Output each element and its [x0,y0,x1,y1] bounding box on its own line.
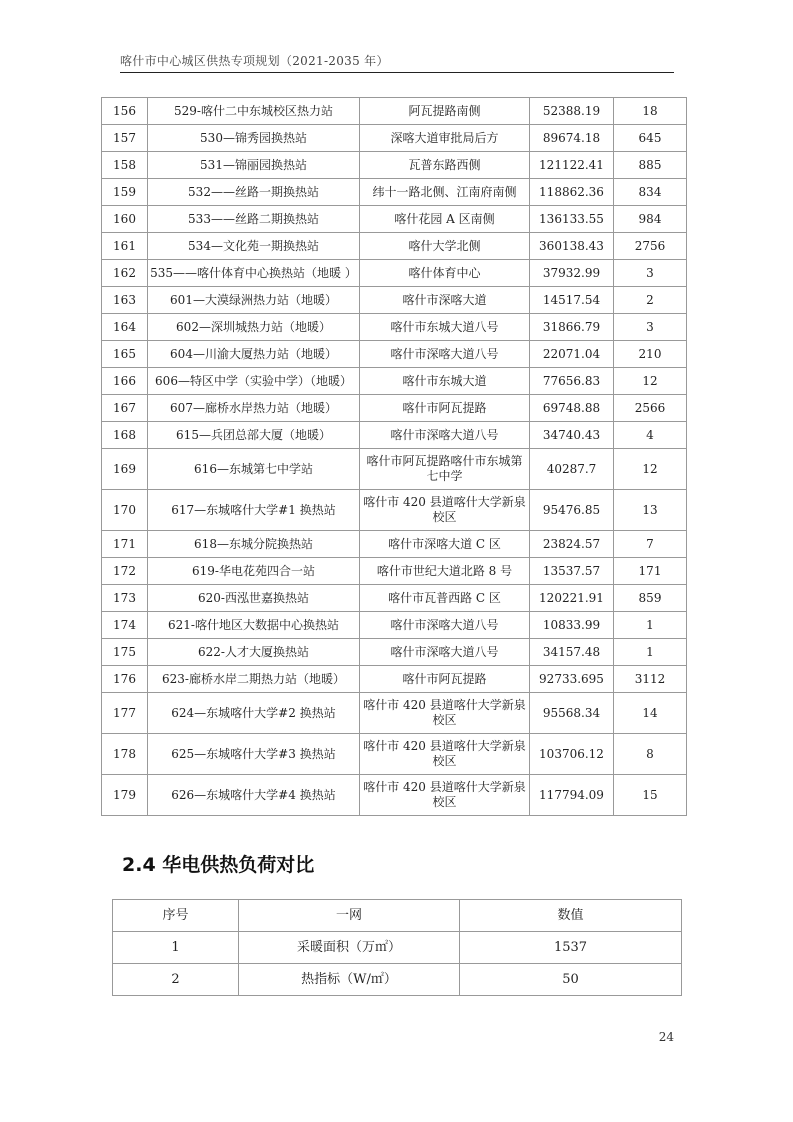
table-row [113,964,682,996]
station-name: 533——丝路二期换热站 [148,206,360,233]
user-count: 18 [614,98,687,125]
station-location: 喀什市深喀大道 C 区 [360,531,530,558]
station-name: 529-喀什二中东城校区热力站 [148,98,360,125]
row-no: 174 [102,612,148,639]
heating-area: 10833.99 [530,612,614,639]
heating-area: 34740.43 [530,422,614,449]
row-no: 157 [102,125,148,152]
table-row [102,639,687,666]
station-name: 602—深圳城热力站（地暖） [148,314,360,341]
heating-area: 37932.99 [530,260,614,287]
station-location: 瓦普东路西侧 [360,152,530,179]
row-no: 167 [102,395,148,422]
column-header-no: 序号 [113,900,239,932]
heating-area: 103706.12 [530,734,614,775]
row-no: 179 [102,775,148,816]
user-count: 3112 [614,666,687,693]
table-row [102,490,687,531]
station-name: 624—东城喀什大学#2 换热站 [148,693,360,734]
user-count: 171 [614,558,687,585]
user-count: 14 [614,693,687,734]
row-no: 165 [102,341,148,368]
heating-area: 23824.57 [530,531,614,558]
station-location: 喀什市世纪大道北路 8 号 [360,558,530,585]
heating-area: 136133.55 [530,206,614,233]
row-no: 156 [102,98,148,125]
station-location: 纬十一路北侧、江南府南侧 [360,179,530,206]
row-no: 175 [102,639,148,666]
heating-area: 95568.34 [530,693,614,734]
station-location: 喀什市 420 县道喀什大学新泉校区 [360,693,530,734]
user-count: 3 [614,314,687,341]
row-no: 176 [102,666,148,693]
station-name: 604—川渝大厦热力站（地暖） [148,341,360,368]
station-location: 喀什市深喀大道八号 [360,639,530,666]
table-header-row [113,900,682,932]
user-count: 984 [614,206,687,233]
user-count: 2756 [614,233,687,260]
user-count: 3 [614,260,687,287]
heating-area: 117794.09 [530,775,614,816]
station-location: 喀什市瓦普西路 C 区 [360,585,530,612]
user-count: 859 [614,585,687,612]
table-row [102,314,687,341]
station-name: 607—廊桥水岸热力站（地暖） [148,395,360,422]
heating-area: 121122.41 [530,152,614,179]
table-row [102,666,687,693]
station-location: 喀什市深喀大道 [360,287,530,314]
station-name: 619-华电花苑四合一站 [148,558,360,585]
station-name: 616—东城第七中学站 [148,449,360,490]
station-name: 617—东城喀什大学#1 换热站 [148,490,360,531]
station-location: 喀什大学北侧 [360,233,530,260]
user-count: 12 [614,449,687,490]
user-count: 1 [614,639,687,666]
station-location: 喀什市 420 县道喀什大学新泉校区 [360,775,530,816]
heating-area: 14517.54 [530,287,614,314]
table-row [102,734,687,775]
user-count: 12 [614,368,687,395]
load-comparison-table [112,899,682,996]
station-location: 深喀大道审批局后方 [360,125,530,152]
table-row [113,932,682,964]
station-name: 620-西泓世嘉换热站 [148,585,360,612]
heating-area: 22071.04 [530,341,614,368]
table-row [102,98,687,125]
row-no: 169 [102,449,148,490]
row-no: 177 [102,693,148,734]
column-header-network: 一网 [239,900,460,932]
station-name: 615—兵团总部大厦（地暖） [148,422,360,449]
heating-area: 69748.88 [530,395,614,422]
row-value: 50 [460,964,682,996]
station-location: 喀什市东城大道 [360,368,530,395]
user-count: 13 [614,490,687,531]
table-row [102,152,687,179]
station-name: 534—文化苑一期换热站 [148,233,360,260]
heating-area: 92733.695 [530,666,614,693]
table-row [102,233,687,260]
station-name: 601—大漠绿洲热力站（地暖） [148,287,360,314]
station-location: 喀什市东城大道八号 [360,314,530,341]
station-location: 喀什市阿瓦提路喀什市东城第七中学 [360,449,530,490]
heating-area: 118862.36 [530,179,614,206]
station-name: 625—东城喀什大学#3 换热站 [148,734,360,775]
station-name: 626—东城喀什大学#4 换热站 [148,775,360,816]
page-header: 喀什市中心城区供热专项规划（2021-2035 年） [120,54,389,68]
station-location: 喀什花园 A 区南侧 [360,206,530,233]
row-no: 2 [113,964,239,996]
user-count: 645 [614,125,687,152]
user-count: 2566 [614,395,687,422]
row-no: 168 [102,422,148,449]
table-row [102,585,687,612]
station-name: 531—锦丽园换热站 [148,152,360,179]
station-name: 532——丝路一期换热站 [148,179,360,206]
station-location: 阿瓦提路南侧 [360,98,530,125]
row-item: 采暖面积（万㎡） [239,932,460,964]
row-no: 161 [102,233,148,260]
row-no: 159 [102,179,148,206]
user-count: 15 [614,775,687,816]
heating-area: 34157.48 [530,639,614,666]
heating-area: 40287.7 [530,449,614,490]
section-title: 2.4 华电供热负荷对比 [122,854,315,876]
station-name: 622-人才大厦换热站 [148,639,360,666]
station-name: 530—锦秀园换热站 [148,125,360,152]
station-name: 535——喀什体育中心换热站（地暖 ） [148,260,360,287]
heating-area: 120221.91 [530,585,614,612]
row-item: 热指标（W/㎡） [239,964,460,996]
table-row [102,612,687,639]
row-no: 173 [102,585,148,612]
station-location: 喀什市阿瓦提路 [360,395,530,422]
table-row [102,449,687,490]
header-divider [120,72,674,73]
user-count: 1 [614,612,687,639]
column-header-value: 数值 [460,900,682,932]
station-name: 621-喀什地区大数据中心换热站 [148,612,360,639]
row-no: 158 [102,152,148,179]
heating-area: 77656.83 [530,368,614,395]
user-count: 885 [614,152,687,179]
user-count: 7 [614,531,687,558]
table-row [102,125,687,152]
station-location: 喀什市 420 县道喀什大学新泉校区 [360,734,530,775]
table-row [102,260,687,287]
table-row [102,341,687,368]
user-count: 210 [614,341,687,368]
row-no: 1 [113,932,239,964]
station-location: 喀什体育中心 [360,260,530,287]
row-no: 172 [102,558,148,585]
table-row [102,368,687,395]
user-count: 4 [614,422,687,449]
heat-station-table-body [102,98,687,816]
table-row [102,422,687,449]
row-no: 171 [102,531,148,558]
station-location: 喀什市深喀大道八号 [360,612,530,639]
table-row [102,531,687,558]
page-number: 24 [658,1030,674,1044]
heating-area: 360138.43 [530,233,614,260]
row-no: 166 [102,368,148,395]
row-no: 164 [102,314,148,341]
row-no: 160 [102,206,148,233]
table-row [102,179,687,206]
row-value: 1537 [460,932,682,964]
station-name: 618—东城分院换热站 [148,531,360,558]
table-row [102,558,687,585]
user-count: 8 [614,734,687,775]
row-no: 162 [102,260,148,287]
row-no: 178 [102,734,148,775]
user-count: 2 [614,287,687,314]
heating-area: 95476.85 [530,490,614,531]
user-count: 834 [614,179,687,206]
station-name: 623-廊桥水岸二期热力站（地暖） [148,666,360,693]
row-no: 170 [102,490,148,531]
station-name: 606—特区中学（实验中学）（地暖） [148,368,360,395]
heat-station-table [101,97,687,816]
table-row [102,775,687,816]
table-row [102,287,687,314]
heating-area: 52388.19 [530,98,614,125]
station-location: 喀什市 420 县道喀什大学新泉校区 [360,490,530,531]
table-row [102,395,687,422]
heating-area: 89674.18 [530,125,614,152]
station-location: 喀什市深喀大道八号 [360,341,530,368]
table-row [102,693,687,734]
table-row [102,206,687,233]
heating-area: 31866.79 [530,314,614,341]
station-location: 喀什市深喀大道八号 [360,422,530,449]
station-location: 喀什市阿瓦提路 [360,666,530,693]
row-no: 163 [102,287,148,314]
heating-area: 13537.57 [530,558,614,585]
